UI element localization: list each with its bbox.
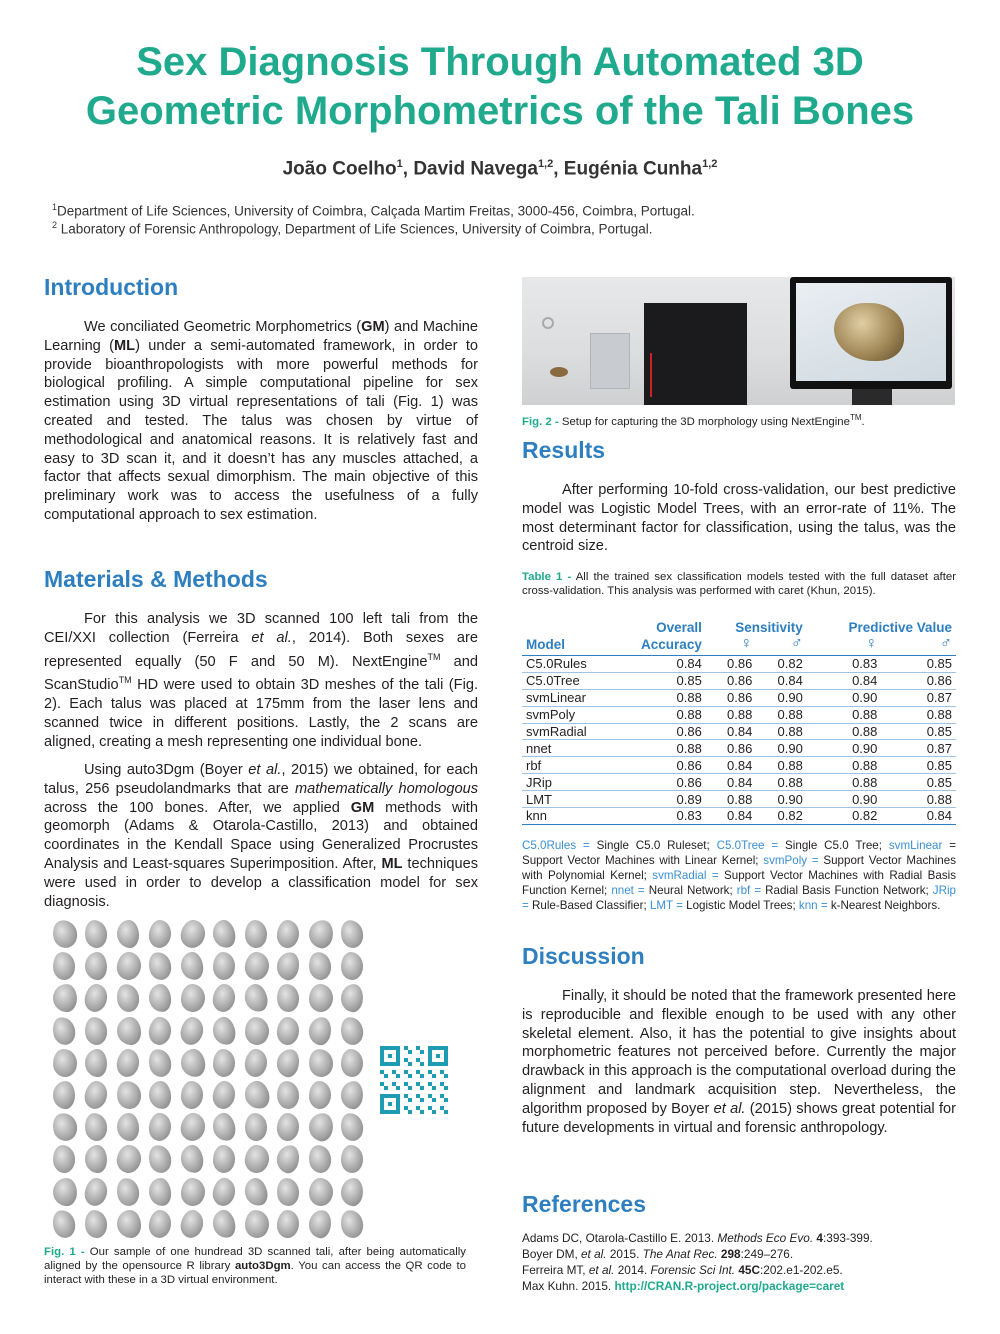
talus-model xyxy=(213,1049,235,1077)
table1-caption-text: All the trained sex classification models tested with the full dataset after cross-validation. This analysis was performed with caret (Khun, 2015). xyxy=(522,571,956,598)
table-row xyxy=(522,672,956,689)
talus-model xyxy=(211,1176,238,1207)
fig1-text: Our sample of one hundread 3D scanned tali, after being automatically aligned by the opensource R library xyxy=(44,1246,467,1273)
cell-pf: 0.83 xyxy=(807,656,882,673)
intro-text: We conciliated Geometric Morphometrics ( xyxy=(84,319,362,335)
methods-text: methods with geomorph (Adams & Otarola-Castillo, 2013) and obtained coordinates in the Kendall Space using Generalized Procrustes Analysis and Least-squares Superimposition. After, xyxy=(44,799,478,872)
talus-model xyxy=(341,1048,364,1077)
table-row xyxy=(522,723,956,740)
cell-acc: 0.88 xyxy=(614,740,706,757)
talus-model xyxy=(276,1176,301,1206)
talus-model xyxy=(52,1177,78,1207)
cell-pm: 0.85 xyxy=(881,757,956,774)
talus-model xyxy=(242,1079,272,1112)
cell-pf: 0.90 xyxy=(807,740,882,757)
cell-sm: 0.90 xyxy=(756,791,806,808)
talus-model xyxy=(117,1016,141,1044)
talus-model xyxy=(307,1208,334,1240)
abbr-value: Single C5.0 Ruleset; xyxy=(589,839,717,852)
table-row xyxy=(522,757,956,774)
cell-sm: 0.90 xyxy=(756,689,806,706)
fig2-text: Setup for capturing the 3D morphology using NextEngine xyxy=(558,415,850,428)
talus-model xyxy=(309,984,333,1012)
talus-model xyxy=(213,952,235,980)
reference-item: Max Kuhn. 2015. http://CRAN.R-project.org/package=caret xyxy=(522,1279,845,1293)
nextengine-scanner xyxy=(590,333,630,389)
talus-model xyxy=(243,1144,270,1175)
female-symbol: ♀ xyxy=(807,635,882,656)
cell-sf: 0.84 xyxy=(706,723,756,740)
male-symbol: ♂ xyxy=(881,635,956,656)
talus-model xyxy=(178,918,208,951)
talus-model xyxy=(338,1208,365,1240)
talus-model xyxy=(338,1015,365,1047)
computer-tower xyxy=(644,303,747,405)
caret-link[interactable]: http://CRAN.R-project.org/package=caret xyxy=(614,1279,845,1293)
poster-title xyxy=(0,38,1000,136)
author-affil-sup: 1 xyxy=(396,158,403,170)
abbr-key: JRip = xyxy=(522,884,956,912)
cell-sf: 0.86 xyxy=(706,656,756,673)
talus-model xyxy=(178,1014,206,1046)
abbr-key: C5.0Tree = xyxy=(716,839,779,852)
female-symbol: ♀ xyxy=(706,635,756,656)
cell-sf: 0.86 xyxy=(706,672,756,689)
cell-acc: 0.86 xyxy=(614,757,706,774)
qr-code[interactable] xyxy=(380,1046,448,1114)
abbr-value: Neural Network; xyxy=(644,884,737,897)
methods-text: across the 100 bones. After, we applied xyxy=(44,799,351,816)
discussion-text: Finally, it should be noted that the framework presented here is reproducible and flexible enough to be used with any other skeletal element. Also, it has the potential to give insights about morphometric features not perceived before. Currently the major drawback in this approach is the computational overload during the alignment and landmark acquisition step. Nevertheless, the algorithm proposed by Boyer xyxy=(522,988,956,1117)
talus-model xyxy=(83,919,109,950)
scanner-setup-photo xyxy=(522,277,955,405)
monitor-screen xyxy=(796,283,946,381)
cell-model: LMT xyxy=(522,791,614,808)
affiliation-text: Laboratory of Forensic Anthropology, Department of Life Sciences, University of Coimbra, Portugal. xyxy=(57,221,653,237)
methods-text: , 2015) we obtained, for each talus, 256 pseudolandmarks that are xyxy=(44,762,478,797)
cell-pf: 0.88 xyxy=(807,757,882,774)
etal: et al. xyxy=(251,629,292,646)
cell-acc: 0.83 xyxy=(614,808,706,825)
talus-model xyxy=(117,1209,141,1237)
table-row xyxy=(522,689,956,706)
cell-sm: 0.82 xyxy=(756,808,806,825)
cell-sm: 0.90 xyxy=(756,740,806,757)
talus-model xyxy=(211,1111,238,1142)
etal: et al. xyxy=(713,1100,746,1117)
cell-sf: 0.84 xyxy=(706,774,756,791)
talus-model xyxy=(52,951,76,981)
gm-abbr: GM xyxy=(361,319,385,335)
talus-model xyxy=(179,1047,206,1078)
cell-pf: 0.88 xyxy=(807,723,882,740)
title-line-1: Sex Diagnosis Through Automated 3D xyxy=(136,40,864,84)
abbr-key: svmPoly = xyxy=(763,854,819,867)
talus-model xyxy=(115,1079,144,1111)
talus-model xyxy=(52,983,78,1013)
cell-pf: 0.90 xyxy=(807,791,882,808)
talus-model xyxy=(211,1015,238,1046)
talus-model xyxy=(276,1209,300,1238)
talus-model xyxy=(115,1047,141,1078)
male-symbol: ♂ xyxy=(756,635,806,656)
methods-paragraph-2 xyxy=(44,761,478,911)
author-affil-sup: 1,2 xyxy=(537,158,554,170)
talus-model xyxy=(307,1111,336,1143)
talus-model xyxy=(85,952,108,981)
cell-pm: 0.86 xyxy=(881,672,956,689)
talus-model xyxy=(50,1110,80,1143)
talus-model xyxy=(115,1176,142,1208)
table1-caption xyxy=(522,570,956,598)
cell-sm: 0.88 xyxy=(756,723,806,740)
cell-pf: 0.88 xyxy=(807,774,882,791)
methods-paragraph-1 xyxy=(44,610,478,751)
cell-sf: 0.88 xyxy=(706,706,756,723)
abbr-key: svmLinear xyxy=(888,839,943,852)
talus-model xyxy=(83,1112,109,1143)
cell-sm: 0.88 xyxy=(756,706,806,723)
talus-model xyxy=(274,1143,302,1175)
talus-model xyxy=(179,951,204,981)
intro-heading: Introduction xyxy=(44,274,179,300)
talus-model xyxy=(50,917,80,950)
tm-sup: TM xyxy=(118,675,132,686)
talus-model xyxy=(339,1176,365,1207)
abbr-value: Logistic Model Trees; xyxy=(682,899,799,912)
cell-sm: 0.84 xyxy=(756,672,806,689)
talus-model xyxy=(341,952,364,981)
talus-model xyxy=(307,1015,334,1047)
cell-model: svmPoly xyxy=(522,706,614,723)
talus-model xyxy=(178,1208,206,1240)
author-name: David Navega xyxy=(413,158,538,180)
cell-pf: 0.90 xyxy=(807,689,882,706)
cell-acc: 0.88 xyxy=(614,689,706,706)
table-abbreviations xyxy=(522,838,956,913)
talus-model xyxy=(85,1145,108,1174)
cell-pf: 0.82 xyxy=(807,808,882,825)
talus-model xyxy=(83,1208,109,1239)
methods-text: and ScanStudio xyxy=(44,653,479,694)
cell-acc: 0.84 xyxy=(614,656,706,673)
talus-model xyxy=(242,982,270,1014)
cell-pm: 0.85 xyxy=(881,723,956,740)
talus-model xyxy=(244,919,267,948)
wall-socket xyxy=(542,317,554,329)
abbr-value: Single C5.0 Tree; xyxy=(778,839,889,852)
talus-3d-render xyxy=(834,303,904,361)
fig1-text: . You can access the QR code to interact with these in a 3D virtual environment. xyxy=(44,1260,466,1287)
talus-model xyxy=(307,951,333,982)
talus-model xyxy=(148,919,173,949)
talus-model xyxy=(148,1015,173,1045)
talus-model xyxy=(82,982,109,1014)
abbr-value: Radial Basis Function Network; xyxy=(761,884,933,897)
reference-item: Ferreira MT, et al. 2014. Forensic Sci Int. 45C:202.e1-202.e5. xyxy=(522,1263,843,1277)
talus-model xyxy=(307,1047,335,1078)
talus-model xyxy=(213,1145,235,1173)
methods-heading: Materials & Methods xyxy=(44,566,268,592)
talus-model xyxy=(274,950,302,982)
talus-model xyxy=(211,983,238,1014)
abbr-value: k-Nearest Neighbors. xyxy=(827,899,941,912)
table-row xyxy=(522,656,956,673)
talus-model xyxy=(148,1177,172,1206)
talus-model xyxy=(211,1208,238,1239)
talus-model xyxy=(276,1080,301,1110)
discussion-heading: Discussion xyxy=(522,943,645,969)
talus-model xyxy=(243,951,270,982)
cell-acc: 0.86 xyxy=(614,774,706,791)
talus-model xyxy=(244,1016,269,1045)
talus-model xyxy=(146,1047,174,1079)
talus-model xyxy=(117,1113,139,1141)
blank-header xyxy=(522,620,614,635)
cell-model: C5.0Rules xyxy=(522,656,614,673)
talus-model xyxy=(244,1113,267,1142)
talus-model xyxy=(307,1144,333,1175)
cell-pm: 0.88 xyxy=(881,791,956,808)
author-list: João Coelho$^1$, David Navega$^{1,2}$, Eugénia Cunha$^{1,2}$ xyxy=(282,158,718,180)
intro-text: ) under a semi-automated framework, in order to provide bioanthropologists with more powerful methods for biological profiling. A simple computational pipeline for sex estimation using 3D virtual representations of tali (Fig. 1) was created and tested. The talus was chosen by virtue of methodological and anatomical reasons. It is relatively fast and easy to 3D scan it, and it doesn’t has any muscles attached, a factor that affects sexual dimorphism. The main objective of this preliminary work was to access the usefulness of a fully computational approach to sex estimation. xyxy=(44,337,478,523)
author-name: João Coelho xyxy=(282,158,397,180)
results-table xyxy=(522,620,956,825)
intro-text: ) and Machine Learning ( xyxy=(44,319,478,354)
cell-pm: 0.88 xyxy=(881,706,956,723)
cell-sm: 0.88 xyxy=(756,774,806,791)
abbr-value: = Support Vector Machines with Linear Kernel; xyxy=(522,839,957,867)
talus-model xyxy=(52,1080,76,1110)
etal: et al. xyxy=(248,762,282,778)
affiliation-2 xyxy=(52,220,653,237)
talus-model xyxy=(148,984,172,1013)
gm-abbr: GM xyxy=(350,799,375,816)
reference-item: Boyer DM, et al. 2015. The Anat Rec. 298:249–276. xyxy=(522,1247,794,1261)
talus-model xyxy=(211,1079,238,1110)
table-row xyxy=(522,706,956,723)
talus-model xyxy=(180,1177,205,1206)
header-predictive-value: Predictive Value xyxy=(848,620,952,635)
homologous-emphasis: mathematically homologous xyxy=(294,780,479,797)
tm-sup: TM xyxy=(427,651,441,662)
talus-model xyxy=(52,1048,78,1078)
methods-text: HD were used to obtain 3D meshes of the tali (Fig. 2). Each talus was placed at 175mm from the laser lens and scanned twice in different positions. Lastly, the 2 scans are aligned, creating a mesh representing one individual bone. xyxy=(44,677,478,750)
talus-model xyxy=(148,1209,173,1239)
cell-sm: 0.82 xyxy=(756,656,806,673)
talus-model xyxy=(146,950,174,982)
cell-acc: 0.85 xyxy=(614,672,706,689)
table1-label: Table 1 - xyxy=(522,571,572,583)
cell-pm: 0.87 xyxy=(881,689,956,706)
talus-model xyxy=(179,1144,204,1174)
talus-model xyxy=(242,1175,270,1207)
cell-sf: 0.84 xyxy=(706,757,756,774)
talus-model xyxy=(211,918,238,949)
fig1-lib: auto3Dgm xyxy=(234,1260,291,1273)
talus-model xyxy=(244,1209,269,1238)
cell-model: svmRadial xyxy=(522,723,614,740)
tali-grid-figure xyxy=(48,918,368,1240)
talus-model xyxy=(341,1145,364,1174)
tm-sup: TM xyxy=(849,413,862,422)
talus-model xyxy=(50,1207,78,1240)
talus-model xyxy=(180,984,205,1013)
fig1-caption xyxy=(44,1245,466,1288)
author-name: Eugénia Cunha xyxy=(563,158,703,180)
talus-model xyxy=(276,1112,300,1141)
abbr-key: rbf = xyxy=(736,884,762,897)
talus-model xyxy=(276,919,300,948)
monitor xyxy=(790,277,952,389)
cell-acc: 0.88 xyxy=(614,706,706,723)
affiliation-sup: 2 xyxy=(52,220,58,230)
ml-abbr: ML xyxy=(381,855,403,872)
affiliation-sup: 1 xyxy=(52,202,58,212)
monitor-stand xyxy=(852,389,892,405)
cell-pm: 0.84 xyxy=(881,808,956,825)
references-heading: References xyxy=(522,1191,647,1217)
talus-model xyxy=(307,918,336,950)
talus-model xyxy=(339,1080,365,1111)
fig1-label: Fig. 1 - xyxy=(44,1246,85,1258)
fig2-caption xyxy=(522,411,956,429)
header-overall: Overall xyxy=(656,620,702,635)
talus-model xyxy=(115,1144,143,1175)
references-list xyxy=(522,1230,962,1294)
talus-model xyxy=(83,1015,109,1046)
fig2-end: . xyxy=(861,415,865,428)
methods-text: For this analysis we 3D scanned 100 left tali from the CEI/XXI collection (Ferreira xyxy=(44,611,478,646)
author-affil-sup: 1,2 xyxy=(702,158,718,170)
abbr-value: Support Vector Machines with Polynomial Kernel; xyxy=(522,854,956,882)
talus-model xyxy=(52,1144,76,1174)
abbr-key: C5.0Rules = xyxy=(522,839,590,852)
talus-model xyxy=(82,1176,109,1208)
table-row xyxy=(522,791,956,808)
cell-pf: 0.88 xyxy=(807,706,882,723)
cell-sf: 0.86 xyxy=(706,689,756,706)
talus-model xyxy=(115,983,142,1015)
discussion-paragraph xyxy=(522,987,956,1137)
methods-text: techniques were used in order to develop a classification model for sex diagnosis. xyxy=(44,855,479,910)
ml-abbr: ML xyxy=(113,337,136,354)
talus-model xyxy=(276,1016,300,1045)
cell-model: rbf xyxy=(522,757,614,774)
affiliation-1 xyxy=(52,202,695,219)
talus-model xyxy=(274,1047,302,1079)
title-line-2: Geometric Morphometrics of the Tali Bones xyxy=(85,89,915,133)
abbr-key: LMT = xyxy=(649,899,683,912)
cell-model: knn xyxy=(522,808,614,825)
cell-acc: 0.86 xyxy=(614,723,706,740)
table-row xyxy=(522,808,956,825)
cell-pm: 0.85 xyxy=(881,656,956,673)
talus-model xyxy=(178,1111,208,1144)
reference-item: Adams DC, Otarola-Castillo E. 2013. Methods Eco Evo. 4:393-399. xyxy=(522,1231,873,1245)
methods-text: Using auto3Dgm (Boyer xyxy=(84,762,249,778)
talus-model xyxy=(338,918,365,950)
table-row xyxy=(522,774,956,791)
abbr-key: knn = xyxy=(798,899,828,912)
talus-model xyxy=(50,1014,78,1047)
cell-sf: 0.88 xyxy=(706,791,756,808)
talus-model xyxy=(148,1112,173,1142)
cell-pm: 0.87 xyxy=(881,740,956,757)
talus-model xyxy=(309,1177,333,1205)
talus-model xyxy=(339,983,365,1014)
fig2-label: Fig. 2 - xyxy=(522,415,559,428)
talus-specimen xyxy=(550,367,568,377)
cell-model: JRip xyxy=(522,774,614,791)
talus-model xyxy=(338,1111,365,1143)
methods-text: , 2014). Both sexes are represented equally (50 F and 50 M). NextEngine xyxy=(44,629,479,670)
talus-model xyxy=(276,983,301,1013)
talus-model xyxy=(146,1143,174,1175)
abbr-key: svmRadial = xyxy=(652,869,719,882)
intro-paragraph xyxy=(44,318,478,525)
header-sensitivity: Sensitivity xyxy=(735,620,803,635)
abbr-value: Support Vector Machines with Radial Basis Function Kernel; xyxy=(522,869,956,897)
cell-sf: 0.86 xyxy=(706,740,756,757)
cell-model: svmLinear xyxy=(522,689,614,706)
talus-model xyxy=(82,1079,109,1111)
table-row xyxy=(522,740,956,757)
talus-model xyxy=(85,1048,108,1077)
cell-pf: 0.84 xyxy=(807,672,882,689)
cell-model: C5.0Tree xyxy=(522,672,614,689)
cell-sf: 0.84 xyxy=(706,808,756,825)
talus-model xyxy=(117,920,139,948)
results-paragraph: After performing 10-fold cross-validation, our best predictive model was Logistic Model Trees, with an error-rate of 11%. The most determinant factor for classification, using the talus, was the centroid size. xyxy=(522,482,956,555)
talus-model xyxy=(148,1080,172,1109)
affiliation-text: Department of Life Sciences, University of Coimbra, Calçada Martim Freitas, 3000-456, Coimbra, Portugal. xyxy=(57,203,695,219)
cell-pm: 0.85 xyxy=(881,774,956,791)
header-model: Model xyxy=(522,635,614,656)
talus-model xyxy=(115,950,143,981)
results-heading: Results xyxy=(522,437,606,463)
abbr-key: nnet = xyxy=(611,884,645,897)
discussion-text: (2015) shows great potential for future developments in virtual and forensic anthropology. xyxy=(522,1100,957,1136)
cell-sm: 0.88 xyxy=(756,757,806,774)
talus-model xyxy=(180,1080,203,1109)
abbr-value: Rule-Based Classifier; xyxy=(528,899,650,912)
header-accuracy: Accuracy xyxy=(614,635,706,656)
cell-acc: 0.89 xyxy=(614,791,706,808)
cell-model: nnet xyxy=(522,740,614,757)
talus-model xyxy=(309,1081,331,1109)
talus-model xyxy=(243,1048,268,1078)
